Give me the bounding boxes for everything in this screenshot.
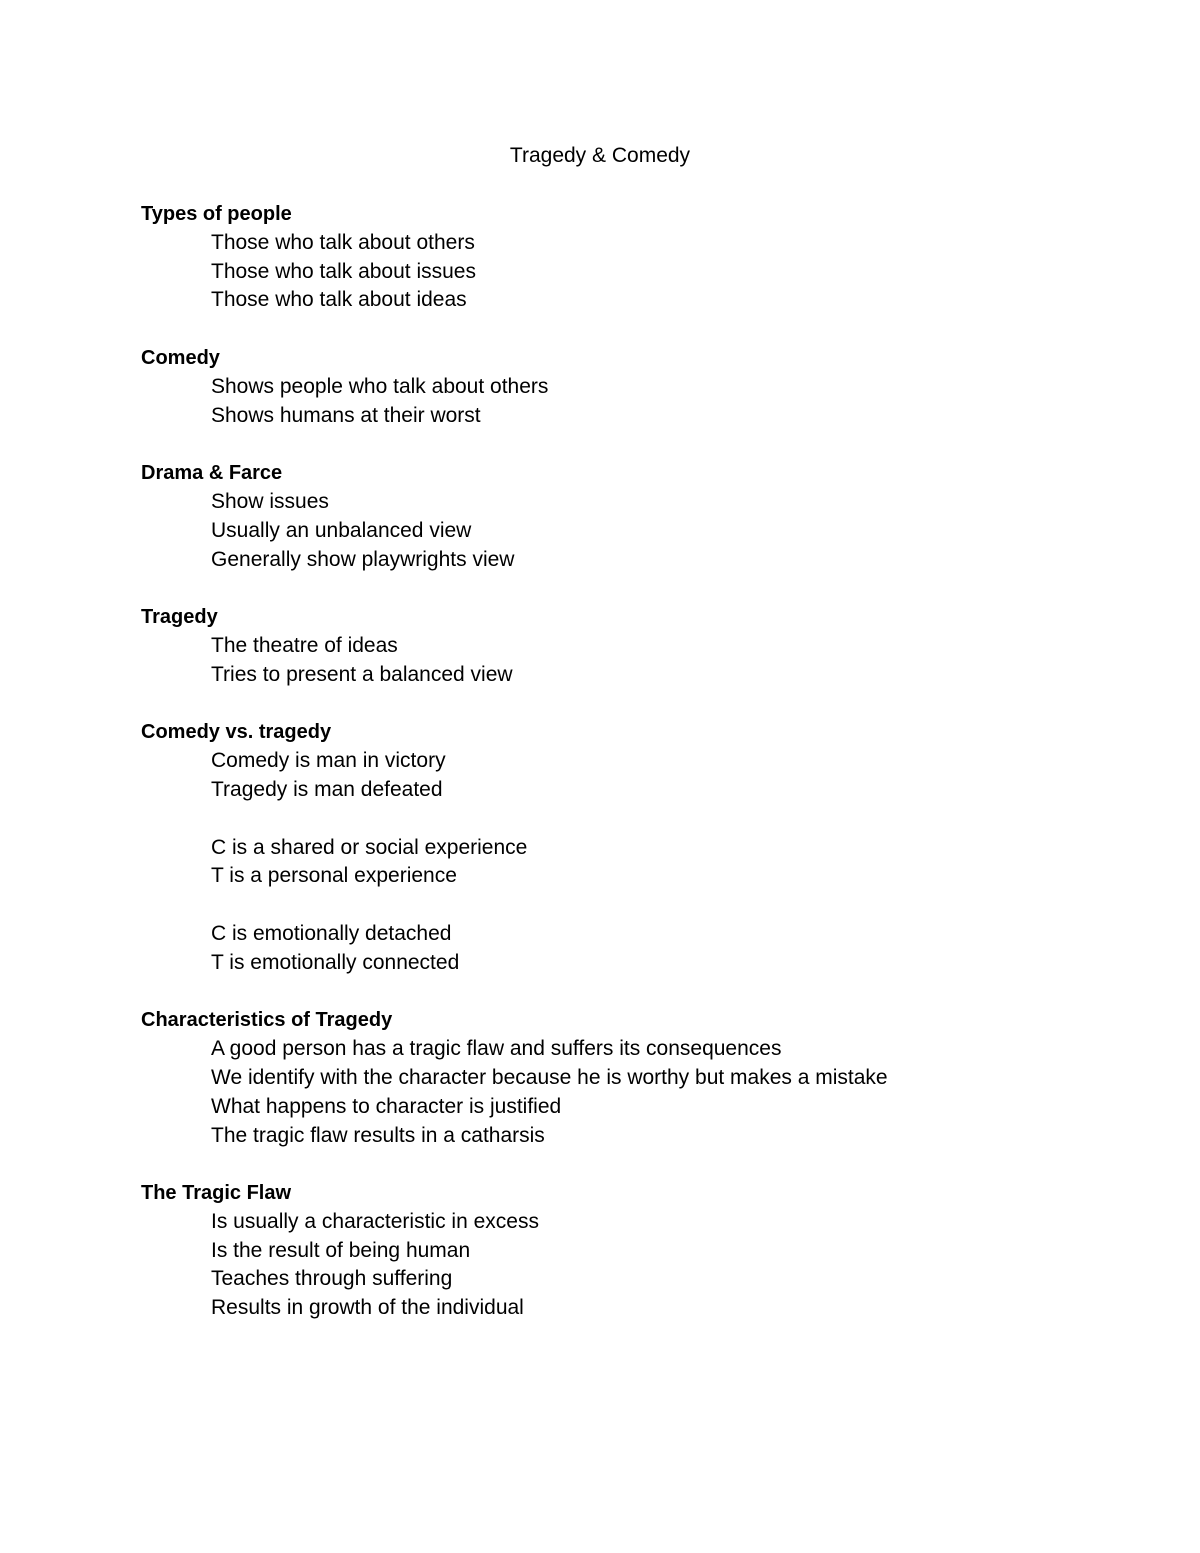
list-item: Shows people who talk about others	[211, 374, 549, 398]
list-item: What happens to character is justified	[211, 1094, 562, 1118]
section-tragedy	[141, 603, 1121, 689]
list-item: Teaches through suffering	[211, 1267, 453, 1291]
list-item: A good person has a tragic flaw and suffers its consequences	[211, 1037, 782, 1061]
section-heading: Comedy	[141, 346, 220, 369]
list-item: Shows humans at their worst	[211, 403, 481, 427]
list-item: The theatre of ideas	[211, 633, 398, 657]
section-heading: Drama & Farce	[141, 462, 283, 485]
list-item: Generally show playwrights view	[211, 547, 515, 571]
list-item: Results in growth of the individual	[211, 1296, 524, 1320]
section-drama-farce	[141, 459, 1121, 574]
list-item: Tragedy is man defeated	[211, 777, 443, 801]
list-item: C is a shared or social experience	[211, 835, 528, 859]
section-comedy	[141, 344, 1121, 430]
list-item: Is usually a characteristic in excess	[211, 1209, 539, 1233]
section-types-of-people	[141, 200, 1121, 315]
list-item: T is emotionally connected	[211, 950, 460, 974]
section-characteristics-of-tragedy	[141, 1006, 1121, 1150]
document-body	[141, 200, 1121, 1352]
list-item: C is emotionally detached	[211, 921, 452, 945]
document-title: Tragedy & Comedy	[509, 144, 691, 167]
list-item: Those who talk about issues	[211, 259, 476, 283]
list-item: Those who talk about others	[211, 230, 475, 254]
list-item: Show issues	[211, 489, 329, 513]
section-heading: Characteristics of Tragedy	[141, 1009, 393, 1032]
blank-line	[141, 805, 1121, 834]
section-comedy-vs-tragedy	[141, 718, 1121, 977]
section-heading: Types of people	[141, 203, 292, 225]
list-item: Usually an unbalanced view	[211, 518, 472, 542]
list-item: T is a personal experience	[211, 864, 457, 888]
list-item: Those who talk about ideas	[211, 288, 467, 312]
list-item: Tries to present a balanced view	[211, 662, 513, 686]
section-heading: Tragedy	[141, 606, 218, 629]
section-heading: The Tragic Flaw	[141, 1182, 292, 1205]
blank-line	[141, 891, 1121, 920]
section-tragic-flaw	[141, 1179, 1121, 1323]
section-heading: Comedy vs. tragedy	[141, 721, 332, 744]
list-item: Is the result of being human	[211, 1238, 471, 1262]
list-item: The tragic flaw results in a catharsis	[211, 1123, 545, 1147]
list-item: Comedy is man in victory	[211, 749, 446, 773]
list-item: We identify with the character because he is worthy but makes a mistake	[211, 1065, 888, 1089]
